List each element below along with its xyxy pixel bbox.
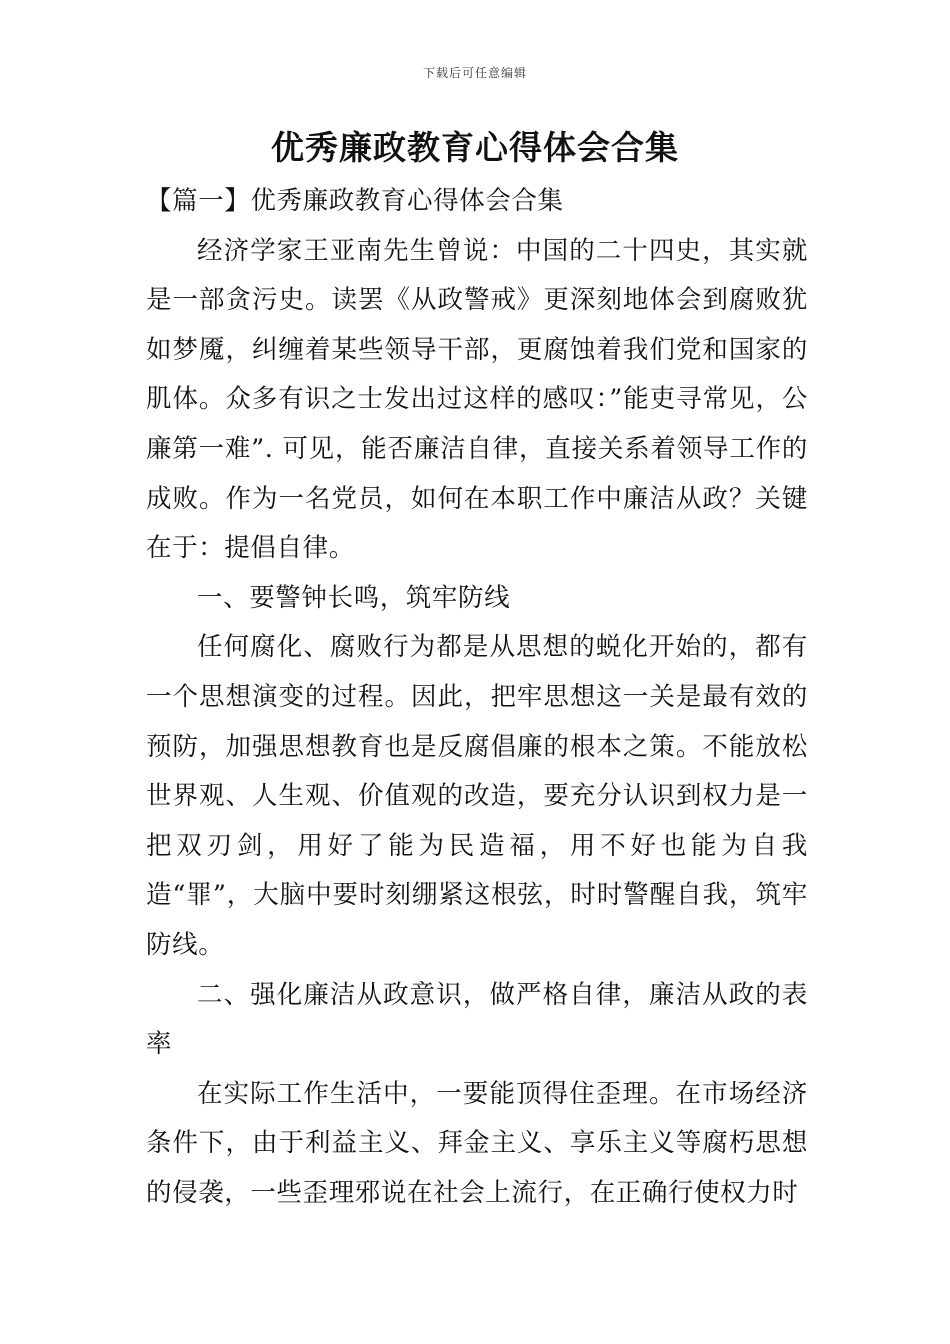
heading-1: 一、要警钟长鸣，筑牢防线 [197,582,511,613]
header-note: 下载后可任意编辑 [422,66,527,80]
section-label: 【篇一】优秀廉政教育心得体会合集 [146,186,564,216]
heading-2: 二、强化廉洁从政意识，做严格自律，廉洁从政的表率 [146,979,808,1060]
paragraph-2: 任何腐化、腐败行为都是从思想的蜕化开始的，都有一个思想演变的过程。因此，把牢思想这一关是最有效的预防，加强思想教育也是反腐倡廉的根本之策。不能放松世界观、人生观、价值观的改造，要充分认识到权力是一把双刃剑，用好了能为民造福，用不好也能为自我造“罪”，大脑中要时刻绷紧这根弦，时时警醒自我，筑牢防线。 [146,632,808,960]
document-body [146,177,808,1218]
paragraph-3: 在实际工作生活中，一要能顶得住歪理。在市场经济条件下，由于利益主义、拜金主义、享乐主义等腐朽思想的侵袭，一些歪理邪说在社会上流行，在正确行使权力时 [146,1078,808,1208]
document-title: 优秀廉政教育心得体会合集 [271,128,679,167]
paragraph-1: 经济学家王亚南先生曾说：中国的二十四史，其实就是一部贪污史。读罢《从政警戒》更深刻地体会到腐败犹如梦魇，纠缠着某些领导干部，更腐蚀着我们党和国家的肌体。众多有识之士发出过这样的感叹：”能吏寻常见，公廉第一难”. 可见，能否廉洁自律，直接关系着领导工作的成败。作为一名党员，如何在本职工作中廉洁从政？关键在于：提倡自律。 [146,235,808,564]
